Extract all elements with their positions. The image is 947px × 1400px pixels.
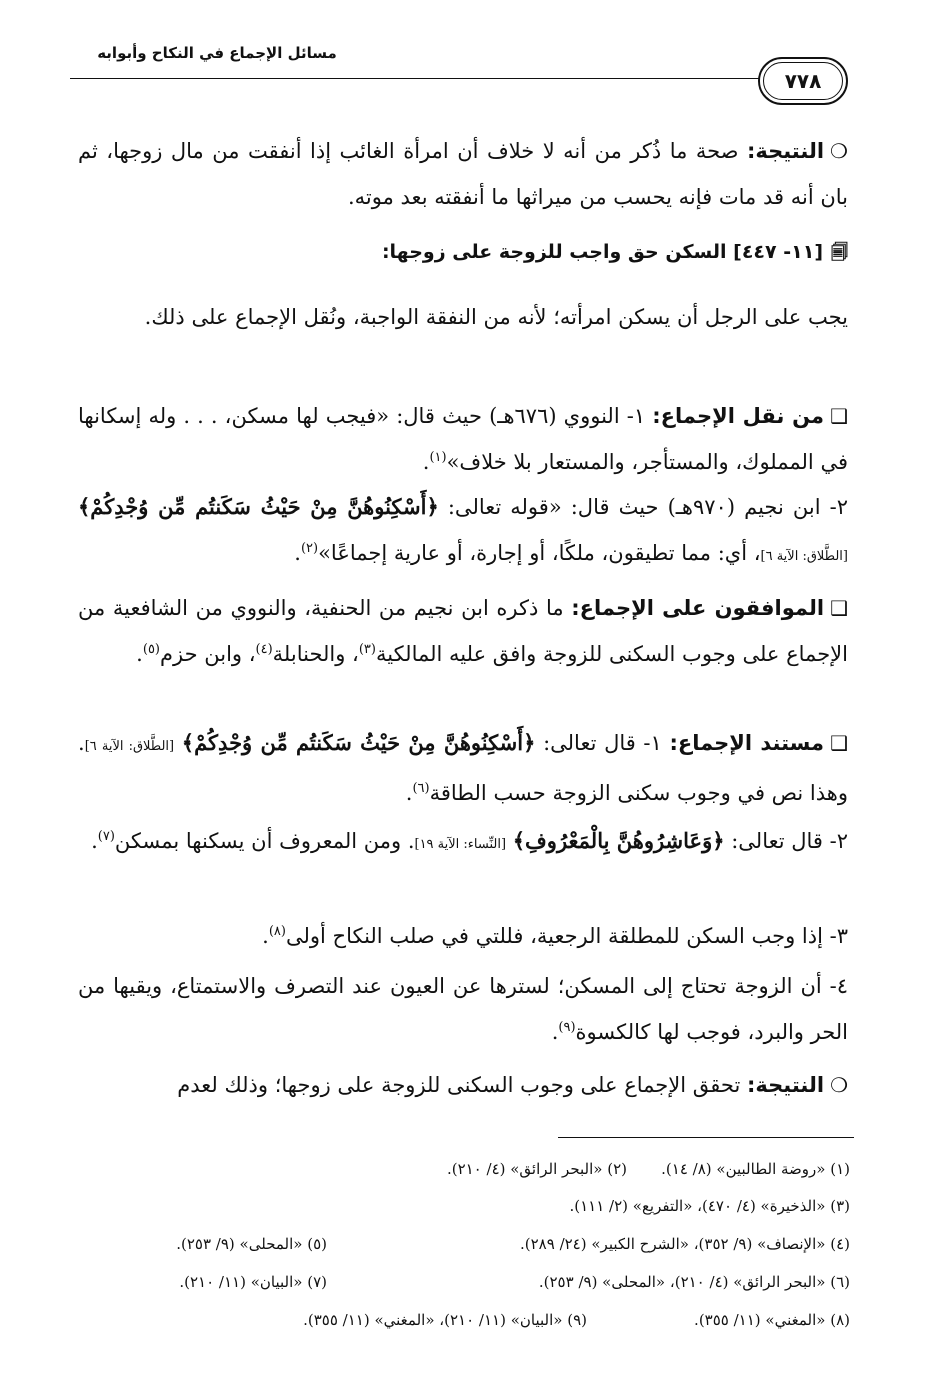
square-bullet-icon: ❑	[830, 731, 848, 755]
circle-bullet-icon: ❍	[830, 1073, 848, 1097]
footnote-8: (٨) «المغني» (١١/ ٣٥٥).	[694, 1311, 850, 1329]
footnote-6: (٦) «البحر الرائق» (٤/ ٢١٠)، «المحلى» (٩/ ٢٥٣).	[538, 1273, 850, 1291]
footnote-5: (٥) «المحلى» (٩/ ٢٥٣).	[176, 1235, 327, 1253]
evidence-2-text-cont: . ومن المعروف أن يسكنها بمسكن	[114, 829, 415, 853]
basis-text-cont: . وهذا نص في وجوب سكنى الزوجة حسب الطاقة	[78, 731, 848, 805]
basis-label: مستند الإجماع:	[669, 731, 825, 755]
footnote-ref: (٧)	[97, 829, 115, 844]
result-text: صحة ما ذُكر من أنه لا خلاف أن امرأة الغائب إذا أنفقت من مال زوجها، ثم بان أنه قد مات فإنه يحسب من ميراثها ما أنفقته بعد موته.	[78, 139, 848, 209]
paragraph-intro	[78, 294, 848, 340]
footnote-ref: (٥)	[142, 642, 160, 657]
footnote-2: (٢) «البحر الرائق» (٤/ ٢١٠).	[446, 1160, 627, 1178]
agreeing-text-3: ، وابن حزم	[160, 642, 256, 666]
paragraph-agreeing: ❑الموافقون على الإجماع: ما ذكره ابن نجيم من الحنفية، والنووي من الشافعية من الإجماع على وجوب السكنى للزوجة وافق عليه المالكية$^{(٣)}$، والحنابلة$^{(٤)}$، وابن حزم$^{(٥)}$.	[78, 596, 848, 666]
footnote-ref: (٩)	[558, 1020, 576, 1035]
footnote-7: (٧) «البيان» (١١/ ٢١٠).	[179, 1273, 327, 1291]
footnote-1: (١) «روضة الطالبين» (٨/ ١٤).	[661, 1160, 850, 1178]
evidence-3-text: ٣- إذا وجب السكن للمطلقة الرجعية، فللتي في صلب النكاح أولى	[285, 924, 848, 948]
footnote-ref: (٦)	[412, 781, 430, 796]
footnote-ref: (٣)	[358, 642, 376, 657]
ibn-nujaym-text: ٢- ابن نجيم (٩٧٠هـ) حيث قال: «قوله تعالى:	[447, 495, 848, 519]
ibn-nujaym-text-cont: ، أي: مما تطيقون، ملكًا، أو إجارة، أو عارية إجماعًا»	[318, 541, 761, 565]
footnote-4: (٤) «الإنصاف» (٩/ ٣٥٢)، «الشرح الكبير» (٢٤/ ٢٨٩).	[520, 1235, 850, 1253]
footnote-ref: (١)	[429, 450, 447, 465]
transmitters-label: من نقل الإجماع:	[652, 404, 825, 428]
paragraph-result-1	[78, 128, 848, 220]
footnote-ref: (٨)	[268, 924, 286, 939]
section-title: السكن حق واجب للزوجة على زوجها:	[381, 241, 727, 263]
paragraph-ibn-nujaym: ٢- ابن نجيم (٩٧٠هـ) حيث قال: «قوله تعالى: ﴿أَسْكِنُوهُنَّ مِنْ حَيْثُ سَكَنتُم مِّن وُجْدِكُمْ﴾ [الطَّلاق: الآية ٦]، أي: مما تطيقون، ملكًا، أو إجارة، أو عارية إجماعًا»$^{(٢)}$.	[78, 494, 848, 565]
circle-bullet-icon: ❍	[830, 139, 848, 163]
running-title: مسائل الإجماع في النكاح وأبوابه	[97, 44, 337, 62]
paragraph-transmitters: ❑من نقل الإجماع: ١- النووي (٦٧٦هـ) حيث قال: «فيجب لها مسكن، . . . وله إسكانها في المملوك، والمستأجر، والمستعار بلا خلاف»$^{(١)}$.	[78, 404, 848, 474]
agreeing-text-2: ، والحنابلة	[272, 642, 359, 666]
verse-reference: [الطَّلاق: الآية ٦]	[84, 739, 175, 754]
header-rule	[70, 78, 760, 79]
square-bullet-icon: ❑	[830, 404, 848, 428]
verse-reference: [الطَّلاق: الآية ٦]	[760, 549, 848, 564]
quran-verse: ﴿أَسْكِنُوهُنَّ مِنْ حَيْثُ سَكَنتُم مِّن وُجْدِكُمْ﴾	[78, 494, 439, 519]
evidence-2-text: ٢- قال تعالى:	[731, 829, 848, 853]
footnote-9: (٩) «البيان» (١١/ ٢١٠)، «المغني» (١١/ ٣٥٥).	[303, 1311, 587, 1329]
page-number: ٧٧٨	[758, 57, 848, 105]
book-icon: 🗐	[831, 243, 848, 263]
quran-verse: ﴿وَعَاشِرُوهُنَّ بِالْمَعْرُوفِ﴾	[512, 828, 725, 853]
section-number: [١١- ٤٤٧]	[733, 241, 824, 263]
paragraph-evidence-4: ٤- أن الزوجة تحتاج إلى المسكن؛ لسترها عن العيون عند التصرف والاستمتاع، ويقيها من الحر والبرد، فوجب لها كالكسوة$^{(٩)}$.	[78, 974, 848, 1044]
paragraph-evidence-3: ٣- إذا وجب السكن للمطلقة الرجعية، فللتي في صلب النكاح أولى$^{(٨)}$.	[262, 924, 848, 948]
verse-reference: [النِّساء: الآية ١٩]	[414, 837, 507, 852]
intro-text: يجب على الرجل أن يسكن امرأته؛ لأنه من النفقة الواجبة، ونُقل الإجماع على ذلك.	[144, 305, 848, 329]
agreeing-label: الموافقون على الإجماع:	[571, 596, 825, 620]
footnote-ref: (٤)	[255, 642, 273, 657]
paragraph-basis: ❑مستند الإجماع: ١- قال تعالى: ﴿أَسْكِنُوهُنَّ مِنْ حَيْثُ سَكَنتُم مِّن وُجْدِكُمْ﴾ [الطَّلاق: الآية ٦]. وهذا نص في وجوب سكنى الزوجة حسب الطاقة$^{(٦)}$.	[78, 730, 848, 805]
section-heading	[300, 240, 848, 269]
result-text: تحقق الإجماع على وجوب السكنى للزوجة على زوجها؛ وذلك لعدم	[177, 1073, 741, 1097]
basis-text: ١- قال تعالى:	[543, 731, 662, 755]
agreeing-text: ما ذكره ابن نجيم من الحنفية، والنووي من الشافعية من الإجماع على وجوب السكنى للزوجة وافق عليه المالكية	[78, 596, 848, 666]
footnote-rule	[558, 1137, 854, 1138]
transmitters-text: ١- النووي (٦٧٦هـ) حيث قال: «فيجب لها مسكن، . . . وله إسكانها في المملوك، والمستأجر، والمستعار بلا خلاف»	[78, 404, 848, 474]
evidence-4-text: ٤- أن الزوجة تحتاج إلى المسكن؛ لسترها عن العيون عند التصرف والاستمتاع، ويقيها من الحر والبرد، فوجب لها كالكسوة	[78, 974, 848, 1044]
result-label: النتيجة:	[746, 139, 825, 163]
result-label: النتيجة:	[746, 1073, 825, 1097]
square-bullet-icon: ❑	[830, 596, 848, 620]
paragraph-result-2	[78, 1062, 848, 1108]
footnote-3: (٣) «الذخيرة» (٤/ ٤٧٠)، «التفريع» (٢/ ١١١).	[569, 1197, 850, 1215]
footnote-ref: (٢)	[300, 541, 319, 556]
quran-verse: ﴿أَسْكِنُوهُنَّ مِنْ حَيْثُ سَكَنتُم مِّن وُجْدِكُمْ﴾	[181, 730, 536, 755]
paragraph-evidence-2: ٢- قال تعالى: ﴿وَعَاشِرُوهُنَّ بِالْمَعْرُوفِ﴾ [النِّساء: الآية ١٩]. ومن المعروف أن يسكنها بمسكن$^{(٧)}$.	[91, 828, 848, 853]
